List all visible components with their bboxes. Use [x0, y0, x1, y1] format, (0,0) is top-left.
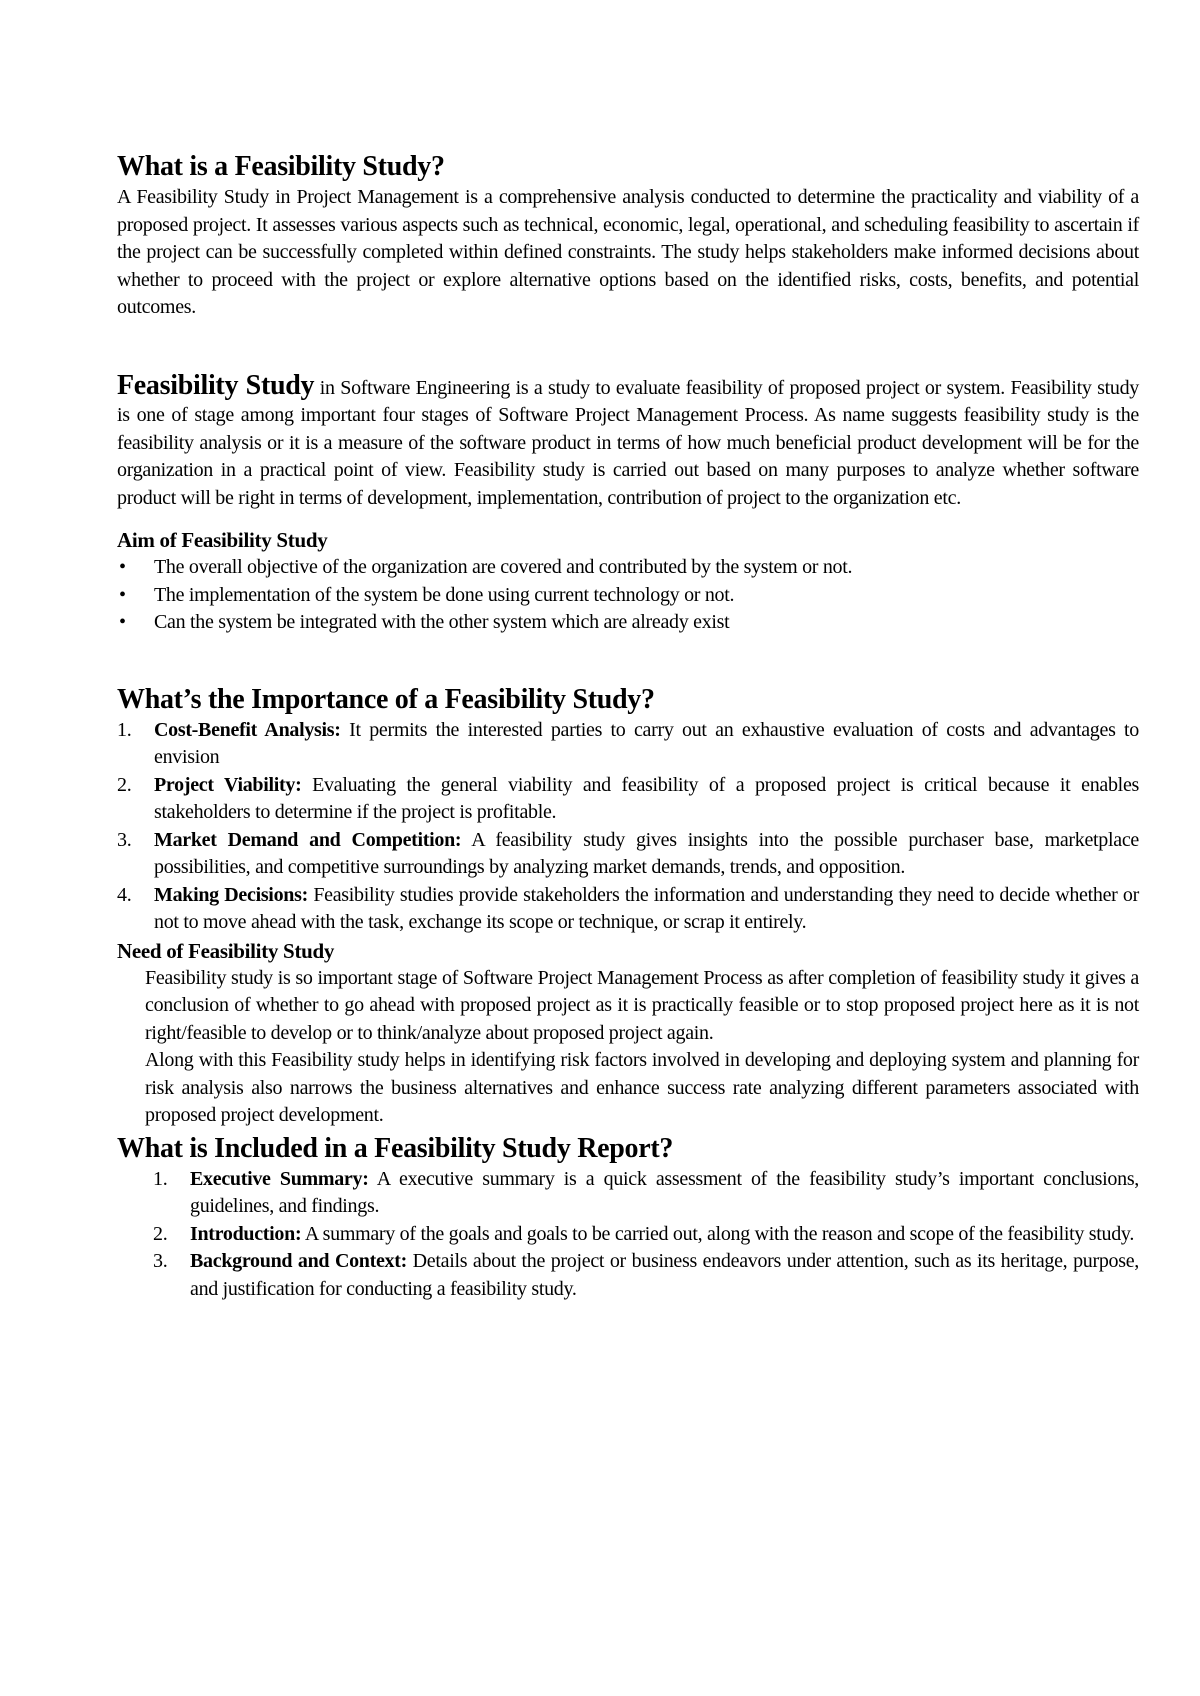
list-number: 3.: [153, 1250, 168, 1272]
list-item-text: Can the system be integrated with the other system which are already exist: [154, 611, 730, 633]
list-item: [117, 554, 1139, 582]
list-number: 1.: [117, 718, 132, 741]
heading-report-contents: What is Included in a Feasibility Study Report?: [117, 1132, 674, 1164]
list-number: 2.: [153, 1222, 168, 1245]
list-term: Market Demand and Competition:: [154, 828, 462, 851]
list-item: [117, 772, 1139, 827]
list-number: 3.: [117, 828, 132, 851]
list-item: [117, 1166, 1139, 1221]
list-item: [117, 1248, 1139, 1303]
list-item: [117, 582, 1139, 610]
paragraph-text: in Software Engineering is a study to evaluate feasibility of proposed project or system. Feasibility study is one of stage among important four stages of Software Project Management Process. As name suggests feasibility study is the feasibility analysis or it is a measure of the software product in terms of how much beneficial product development will be for the organization in a practical point of view. Feasibility study is carried out based on many purposes to analyze whether software product will be right in terms of development, implementation, contribution of project to the organization etc.: [117, 376, 1139, 509]
paragraph-need-1: Feasibility study is so important stage of Software Project Management Process as after completion of feasibility study it gives a conclusion of whether to go ahead with proposed project as it is practically feasible or to stop proposed project here as it is not right/feasible to develop or to think/analyze about proposed project again.: [145, 966, 1139, 1044]
paragraph-definition: A Feasibility Study in Project Management is a comprehensive analysis conducted to determine the practicality and viability of a proposed project. It assesses various aspects such as technical, economic, legal, operational, and scheduling feasibility to ascertain if the project can be successfully completed within defined constraints. The study helps stakeholders make informed decisions about whether to proceed with the project or explore alternative options based on the identified risks, costs, benefits, and potential outcomes.: [117, 186, 1139, 318]
list-term: Background and Context:: [190, 1250, 407, 1272]
list-term: Executive Summary:: [190, 1167, 369, 1190]
heading-what-is-feasibility-study: What is a Feasibility Study?: [117, 151, 445, 182]
list-number: 4.: [117, 883, 132, 906]
report-list: [117, 1166, 1139, 1304]
aim-list: [117, 554, 1139, 637]
document-page: [117, 150, 1139, 1303]
heading-importance: What’s the Importance of a Feasibility Study?: [117, 683, 655, 715]
list-term: Introduction:: [190, 1222, 302, 1245]
bullet-icon: •: [119, 556, 126, 578]
list-item-text: Evaluating the general viability and feasibility of a proposed project is critical because it enables stakeholders to determine if the project is profitable.: [154, 773, 1139, 823]
paragraph-software-engineering: [117, 369, 1139, 513]
list-term: Making Decisions:: [154, 883, 308, 906]
importance-list: [117, 717, 1139, 937]
list-item-text: A feasibility study gives insights into the possible purchaser base, marketplace possibilities, and competitive surroundings by analyzing market demands, trends, and opposition.: [154, 828, 1139, 878]
list-number: 1.: [153, 1167, 168, 1190]
heading-aim: Aim of Feasibility Study: [117, 528, 328, 552]
list-item-text: Feasibility studies provide stakeholders the information and understanding they need to decide whether or not to move ahead with the task, exchange its scope or technique, or scrap it entirely.: [154, 883, 1139, 933]
list-item: [117, 717, 1139, 772]
list-item: [117, 827, 1139, 882]
heading-need: Need of Feasibility Study: [117, 938, 335, 963]
list-item: [117, 609, 1139, 637]
list-item: [117, 1221, 1139, 1249]
list-term: Cost-Benefit Analysis:: [154, 718, 341, 741]
list-number: 2.: [117, 773, 132, 796]
bullet-icon: •: [119, 611, 126, 633]
list-item: [117, 882, 1139, 937]
list-item-text: A executive summary is a quick assessment of the feasibility study’s important conclusions, guidelines, and findings.: [190, 1167, 1140, 1217]
bullet-icon: •: [119, 583, 126, 606]
list-item-text: The overall objective of the organization are covered and contributed by the system or not.: [154, 556, 853, 578]
list-item-text: Details about the project or business endeavors under attention, such as its heritage, purpose, and justification for conducting a feasibility study.: [190, 1250, 1139, 1300]
list-item-text: The implementation of the system be done using current technology or not.: [154, 583, 735, 606]
list-item-text: It permits the interested parties to carry out an exhaustive evaluation of costs and advantages to envision: [154, 718, 1140, 768]
list-item-text: A summary of the goals and goals to be carried out, along with the reason and scope of the feasibility study.: [301, 1222, 1135, 1245]
paragraph-need-2: Along with this Feasibility study helps in identifying risk factors involved in developing and deploying system and planning for risk analysis also narrows the business alternatives and enhance success rate analyzing different parameters associated with proposed project development.: [145, 1049, 1139, 1126]
lead-term: Feasibility Study: [117, 369, 315, 401]
list-term: Project Viability:: [154, 773, 302, 796]
